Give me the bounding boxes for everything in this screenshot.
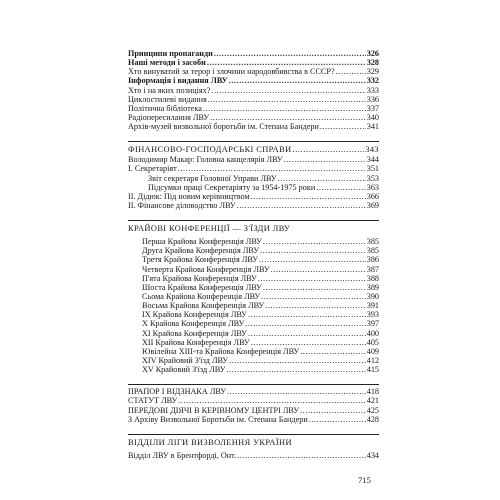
dot-leader xyxy=(210,113,366,122)
page-number: 715 xyxy=(358,475,371,485)
toc-entry xyxy=(128,237,379,246)
toc-entry-page: 418 xyxy=(366,387,379,397)
toc-entry-page: 434 xyxy=(366,450,379,460)
toc-entry xyxy=(128,86,379,95)
dot-leader xyxy=(278,174,366,183)
section-gap xyxy=(128,374,379,380)
toc-entry-page: 385 xyxy=(366,237,379,247)
toc-entry-page: 343 xyxy=(365,145,379,155)
toc-entry xyxy=(128,122,379,131)
dot-leader xyxy=(316,183,366,192)
toc-entry xyxy=(128,356,379,365)
toc-entry-title: Третя Крайова Конференція ЛВУ xyxy=(142,255,258,265)
dot-leader xyxy=(227,387,366,396)
toc-entry-page: 341 xyxy=(366,122,379,132)
dot-leader xyxy=(336,67,366,76)
dot-leader xyxy=(260,246,366,255)
toc-entry-title: Хто і на яких позиціях? xyxy=(128,85,211,95)
dot-leader xyxy=(211,86,365,95)
toc-entry xyxy=(128,255,379,264)
toc-entry-title: Сьома Крайова Конференція ЛВУ xyxy=(142,291,261,301)
toc-entry-title: Володимир Макар: Головна канцелярія ЛВУ xyxy=(128,155,283,165)
section-heading: КРАЙОВІ КОНФЕРЕНЦІЇ — З'ЇЗДИ ЛВУ xyxy=(128,224,291,234)
toc-entry-title: ІІ. Фінансове діловодство ЛВУ xyxy=(128,200,236,210)
toc-entry-title: З Архіву Визвольної Боротьби ім. Степана Бандери xyxy=(128,414,308,424)
toc-entry-page: 326 xyxy=(366,49,379,58)
toc-entry-page: 328 xyxy=(366,58,379,68)
toc-entry-title: XIV Крайовий З'їзд ЛВУ xyxy=(142,355,229,365)
toc-entry-title: Шоста Крайова Конференція ЛВУ xyxy=(142,282,262,292)
toc-entry xyxy=(128,451,379,460)
toc-entry-page: 344 xyxy=(366,155,379,165)
toc-entry xyxy=(128,292,379,301)
dot-leader xyxy=(226,365,365,374)
toc-entry xyxy=(128,155,379,164)
toc-entry-page: 393 xyxy=(366,310,379,320)
dot-leader xyxy=(237,451,366,460)
toc-entry-page: 329 xyxy=(366,67,379,77)
toc-entry-title: Хто винуватий за терор і злочини народовбивства в СССР? xyxy=(128,67,335,77)
dot-leader xyxy=(263,283,366,292)
toc-entry-page: 369 xyxy=(366,200,379,210)
toc-entry-page: 397 xyxy=(366,319,379,329)
toc-entry-page: 363 xyxy=(366,182,379,192)
toc-entry-title: Перша Крайова Конференція ЛВУ xyxy=(142,237,262,247)
toc-entry-title: Восьма Крайова Конференція ЛВУ xyxy=(142,301,265,311)
toc-entry xyxy=(128,49,379,58)
dot-leader xyxy=(284,155,366,164)
dot-leader xyxy=(251,338,366,347)
section-heading: ВІДДІЛИ ЛІГИ ВИЗВОЛЕННЯ УКРАЇНИ xyxy=(128,437,292,447)
toc-entry-page: 366 xyxy=(366,191,379,201)
toc-entry xyxy=(128,246,379,255)
toc-entry xyxy=(128,301,379,310)
toc-entry-page: 332 xyxy=(366,76,379,86)
toc-entry xyxy=(128,365,379,374)
toc-entry-page: 428 xyxy=(366,414,379,424)
dot-leader xyxy=(261,292,365,301)
toc-entry-page: 387 xyxy=(366,264,379,274)
toc-entry xyxy=(128,58,379,67)
dot-leader xyxy=(208,95,366,104)
dot-leader xyxy=(248,329,366,338)
dot-leader xyxy=(309,415,366,424)
toc-entry xyxy=(128,164,379,173)
dot-leader xyxy=(271,265,366,274)
toc-entry-title: Друга Крайова Конференція ЛВУ xyxy=(142,246,259,256)
toc-entry-page: 340 xyxy=(366,112,379,122)
toc-entry xyxy=(128,274,379,283)
toc-entry-page: 353 xyxy=(366,173,379,183)
dot-leader xyxy=(300,347,366,356)
toc-entry-title: Наші методи і засоби xyxy=(128,58,206,68)
table-of-contents xyxy=(128,49,379,460)
toc-entry xyxy=(128,67,379,76)
toc-entry-page: 421 xyxy=(366,396,379,406)
toc-entry-title: Ювілейна XIII-та Крайова Конференція ЛВУ xyxy=(142,346,300,356)
toc-entry xyxy=(128,406,379,415)
section-gap xyxy=(128,424,379,430)
section-divider xyxy=(128,384,379,385)
dot-leader xyxy=(214,49,366,58)
toc-entry-page: 391 xyxy=(366,301,379,311)
toc-entry xyxy=(128,174,379,183)
toc-entry-title: XI Крайова Конференція ЛВУ xyxy=(142,328,247,338)
toc-entry xyxy=(128,283,379,292)
dot-leader xyxy=(293,144,365,155)
section-heading xyxy=(128,144,379,155)
dot-leader xyxy=(178,396,365,405)
toc-entry-title: XII Крайова Конференція ЛВУ xyxy=(142,337,250,347)
section-divider xyxy=(128,141,379,142)
toc-entry-page: 388 xyxy=(366,273,379,283)
dot-leader xyxy=(207,58,366,67)
toc-entry-title: Звіт секретаря Головної Управи ЛВУ xyxy=(148,173,277,183)
section-gap xyxy=(128,210,379,216)
toc-entry xyxy=(128,192,379,201)
dot-leader xyxy=(178,164,366,173)
dot-leader xyxy=(237,201,366,210)
toc-entry-title: Принципи пропаганди xyxy=(128,49,213,58)
toc-entry-title: X Крайова Конференція ЛВУ xyxy=(142,319,245,329)
toc-entry-title: Циклостилеві видання xyxy=(128,94,207,104)
toc-entry-title: Інформація і видання ЛВУ xyxy=(128,76,228,86)
section-gap xyxy=(128,131,379,137)
toc-entry-page: 400 xyxy=(366,328,379,338)
toc-entry xyxy=(128,319,379,328)
toc-entry xyxy=(128,396,379,405)
toc-entry xyxy=(128,387,379,396)
toc-entry xyxy=(128,76,379,85)
toc-entry xyxy=(128,95,379,104)
toc-entry-title: IX Крайова Конференція ЛВУ xyxy=(142,310,247,320)
toc-entry-page: 333 xyxy=(366,85,379,95)
dot-leader xyxy=(203,104,366,113)
dot-leader xyxy=(245,319,365,328)
toc-entry-page: 351 xyxy=(366,164,379,174)
dot-leader xyxy=(229,76,366,85)
toc-entry xyxy=(128,329,379,338)
toc-entry-title: Радіопересилання ЛВУ xyxy=(128,112,210,122)
toc-entry-title: СТАТУТ ЛВУ xyxy=(128,396,178,406)
toc-entry-title: І. Секретаріят xyxy=(128,164,177,174)
toc-entry-title: Підсумки праці Секретаріяту за 1954-1975 роки xyxy=(148,182,316,192)
toc-entry-page: 336 xyxy=(366,94,379,104)
toc-entry-title: ФІНАНСОВО-ГОСПОДАРСЬКІ СПРАВИ xyxy=(128,145,292,155)
toc-entry-page: 412 xyxy=(366,355,379,365)
dot-leader xyxy=(258,274,366,283)
toc-entry xyxy=(128,104,379,113)
toc-entry-page: 415 xyxy=(366,365,379,375)
section-divider xyxy=(128,434,379,435)
dot-leader xyxy=(248,310,366,319)
dot-leader xyxy=(259,255,366,264)
toc-entry xyxy=(128,113,379,122)
toc-entry-title: П'ята Крайова Конференція ЛВУ xyxy=(142,273,257,283)
toc-entry-page: 389 xyxy=(366,282,379,292)
dot-leader xyxy=(265,301,365,310)
dot-leader xyxy=(263,237,366,246)
dot-leader xyxy=(251,192,366,201)
toc-entry xyxy=(128,310,379,319)
toc-entry xyxy=(128,265,379,274)
dot-leader xyxy=(229,356,366,365)
toc-entry xyxy=(128,338,379,347)
toc-entry xyxy=(128,347,379,356)
toc-entry-title: Відділ ЛВУ в Брентфорді, Онт. xyxy=(128,450,237,460)
toc-entry-title: ПРАПОР І ВІДЗНАКА ЛВУ xyxy=(128,387,226,397)
toc-entry-title: Політична бібліотека xyxy=(128,103,202,113)
toc-entry-page: 385 xyxy=(366,246,379,256)
dot-leader xyxy=(320,122,366,131)
toc-entry-title: Четверта Крайова Конференція ЛВУ xyxy=(142,264,270,274)
section-divider xyxy=(128,220,379,221)
toc-entry-page: 405 xyxy=(366,337,379,347)
toc-entry-title: ІІ. Дідюк: Під новим керівництвом xyxy=(128,191,250,201)
toc-entry-page: 409 xyxy=(366,346,379,356)
toc-entry xyxy=(128,201,379,210)
toc-entry xyxy=(128,415,379,424)
toc-entry-page: 337 xyxy=(366,103,379,113)
toc-entry-title: XV Крайовий З'їзд ЛВУ xyxy=(142,365,226,375)
toc-entry-title: ПЕРЕДОВІ ДІЯЧІ В КЕРІВНОМУ ЦЕНТРІ ЛВУ xyxy=(128,405,300,415)
toc-entry-page: 386 xyxy=(366,255,379,265)
dot-leader xyxy=(300,406,366,415)
toc-entry-page: 390 xyxy=(366,291,379,301)
toc-entry-page: 425 xyxy=(366,405,379,415)
toc-entry-title: Архів-музей визвольної боротьби ім. Степана Бандери xyxy=(128,122,319,132)
toc-entry xyxy=(128,183,379,192)
